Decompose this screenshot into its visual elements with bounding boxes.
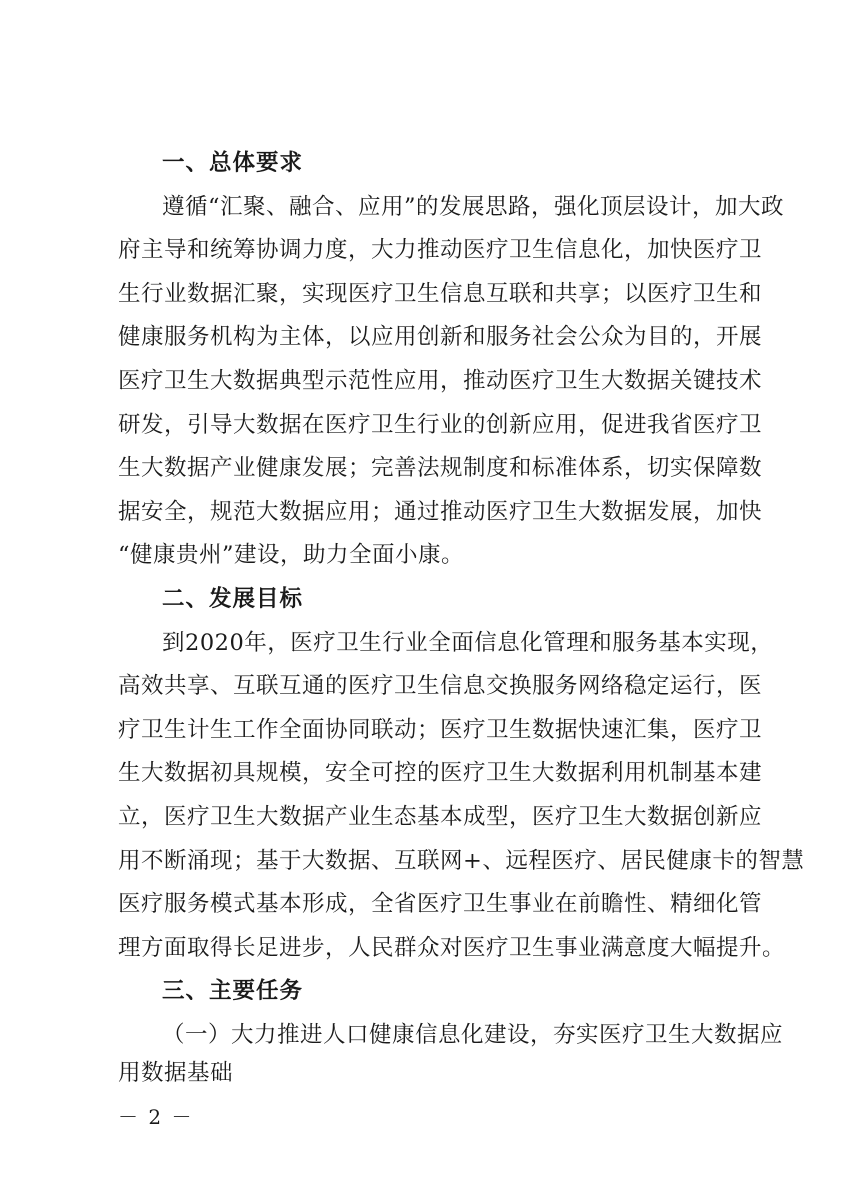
- section-heading-development-goals: 二、发展目标: [162, 586, 304, 612]
- paragraph-line: 生行业数据汇聚，实现医疗卫生信息互联和共享；以医疗卫生和: [118, 281, 763, 307]
- paragraph-line: 生大数据初具规模，安全可控的医疗卫生大数据利用机制基本建: [118, 760, 763, 786]
- subsection-heading-line: 用数据基础: [118, 1060, 234, 1086]
- subsection-heading-line: （一）大力推进人口健康信息化建设，夯实医疗卫生大数据应: [162, 1022, 784, 1048]
- paragraph-line: 到2020年，医疗卫生行业全面信息化管理和服务基本实现，: [162, 630, 774, 656]
- paragraph-line: 据安全，规范大数据应用；通过推动医疗卫生大数据发展，加快: [118, 499, 763, 525]
- paragraph-line: 理方面取得长足进步，人民群众对医疗卫生事业满意度大幅提升。: [118, 935, 786, 961]
- paragraph-line: 高效共享、互联互通的医疗卫生信息交换服务网络稳定运行，医: [118, 673, 763, 699]
- section-heading-main-tasks: 三、主要任务: [162, 978, 304, 1004]
- page-number: － 2 －: [118, 1105, 194, 1129]
- paragraph-line: 立，医疗卫生大数据产业生态基本成型，医疗卫生大数据创新应: [118, 804, 763, 830]
- paragraph-line: 生大数据产业健康发展；完善法规制度和标准体系，切实保障数: [118, 455, 763, 481]
- paragraph-line: 研发，引导大数据在医疗卫生行业的创新应用，促进我省医疗卫: [118, 412, 763, 438]
- paragraph-line: 疗卫生计生工作全面协同联动；医疗卫生数据快速汇集，医疗卫: [118, 717, 763, 743]
- paragraph-line: 健康服务机构为主体，以应用创新和服务社会公众为目的，开展: [118, 324, 763, 350]
- section-heading-overall-requirements: 一、总体要求: [162, 150, 304, 176]
- paragraph-line: “健康贵州”建设，助力全面小康。: [118, 542, 465, 568]
- paragraph-line: 遵循“汇聚、融合、应用”的发展思路，强化顶层设计，加大政: [162, 194, 785, 220]
- paragraph-line: 用不断涌现；基于大数据、互联网+、远程医疗、居民健康卡的智慧: [118, 848, 805, 874]
- paragraph-line: 府主导和统筹协调力度，大力推动医疗卫生信息化，加快医疗卫: [118, 237, 763, 263]
- paragraph-line: 医疗卫生大数据典型示范性应用，推动医疗卫生大数据关键技术: [118, 368, 763, 394]
- paragraph-line: 医疗服务模式基本形成，全省医疗卫生事业在前瞻性、精细化管: [118, 891, 763, 917]
